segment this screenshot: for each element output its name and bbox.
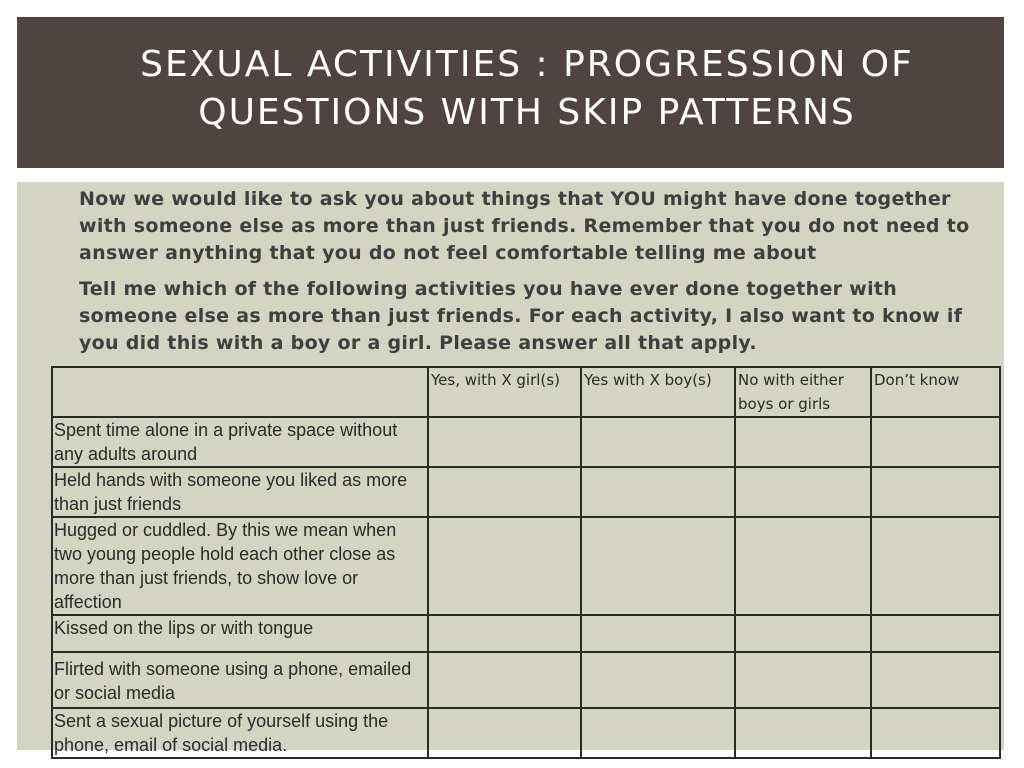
answer-cell-yes-girls[interactable] bbox=[428, 517, 581, 615]
activity-question: Held hands with someone you liked as more than just friends bbox=[52, 467, 428, 517]
activity-question: Hugged or cuddled. By this we mean when two young people hold each other close as more than just friends, to show love or affection bbox=[52, 517, 428, 615]
table-row bbox=[52, 652, 1000, 708]
intro-paragraph-2: Tell me which of the following activities you have ever done together with someone else as more than just friends. For each activity, I also want to know if you did this with a boy or a girl. Please answer all that apply. bbox=[79, 278, 963, 354]
answer-cell-yes-girls[interactable] bbox=[428, 652, 581, 708]
answer-cell-no-either[interactable] bbox=[735, 417, 871, 467]
answer-cell-yes-boys[interactable] bbox=[581, 517, 735, 615]
table-row bbox=[52, 417, 1000, 467]
activity-question: Sent a sexual picture of yourself using the phone, email of social media. bbox=[52, 708, 428, 758]
answer-cell-yes-girls[interactable] bbox=[428, 467, 581, 517]
answer-cell-yes-boys[interactable] bbox=[581, 417, 735, 467]
table-row bbox=[52, 708, 1000, 758]
header-cell-yes-girls: Yes, with X girl(s) bbox=[428, 367, 581, 417]
answer-cell-dont-know[interactable] bbox=[871, 615, 1000, 652]
answer-cell-yes-boys[interactable] bbox=[581, 708, 735, 758]
answer-cell-no-either[interactable] bbox=[735, 652, 871, 708]
activity-question: Spent time alone in a private space without any adults around bbox=[52, 417, 428, 467]
answer-cell-yes-girls[interactable] bbox=[428, 708, 581, 758]
activity-question: Kissed on the lips or with tongue bbox=[52, 615, 428, 652]
answer-cell-yes-girls[interactable] bbox=[428, 417, 581, 467]
activity-question: Flirted with someone using a phone, emailed or social media bbox=[52, 652, 428, 708]
intro-paragraph-1: Now we would like to ask you about things that YOU might have done together with someone else as more than just friends. Remember that you do not need to answer anything that you do not feel comfortable telling me about bbox=[79, 188, 970, 264]
answer-cell-yes-boys[interactable] bbox=[581, 467, 735, 517]
table-row bbox=[52, 467, 1000, 517]
answer-cell-no-either[interactable] bbox=[735, 467, 871, 517]
answer-cell-dont-know[interactable] bbox=[871, 467, 1000, 517]
answer-cell-yes-boys[interactable] bbox=[581, 652, 735, 708]
content-area bbox=[17, 182, 1004, 755]
activity-table bbox=[51, 366, 1001, 759]
answer-cell-no-either[interactable] bbox=[735, 708, 871, 758]
header-cell-no-either: No with either boys or girls bbox=[735, 367, 871, 417]
header-cell-dont-know: Don’t know bbox=[871, 367, 1000, 417]
table-row bbox=[52, 615, 1000, 652]
table-row bbox=[52, 517, 1000, 615]
answer-cell-yes-boys[interactable] bbox=[581, 615, 735, 652]
title-bar bbox=[17, 17, 1004, 168]
answer-cell-yes-girls[interactable] bbox=[428, 615, 581, 652]
answer-cell-dont-know[interactable] bbox=[871, 417, 1000, 467]
header-cell-activity bbox=[52, 367, 428, 417]
table-header-row bbox=[52, 367, 1000, 417]
answer-cell-dont-know[interactable] bbox=[871, 708, 1000, 758]
answer-cell-no-either[interactable] bbox=[735, 615, 871, 652]
header-cell-yes-boys: Yes with X boy(s) bbox=[581, 367, 735, 417]
answer-cell-no-either[interactable] bbox=[735, 517, 871, 615]
answer-cell-dont-know[interactable] bbox=[871, 652, 1000, 708]
slide-title: SEXUAL ACTIVITIES : PROGRESSION OF QUESTIONS WITH SKIP PATTERNS bbox=[140, 44, 914, 133]
answer-cell-dont-know[interactable] bbox=[871, 517, 1000, 615]
